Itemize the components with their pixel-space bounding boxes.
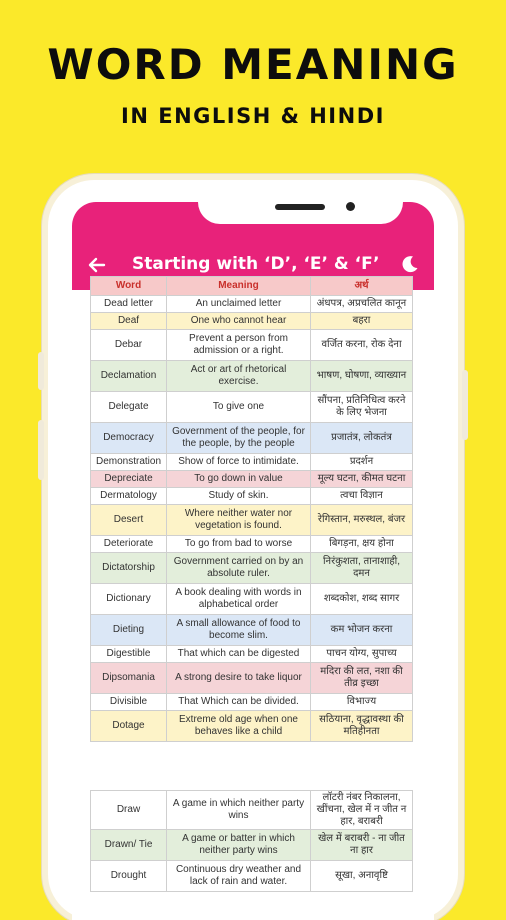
cell-meaning: Study of skin. (167, 488, 311, 505)
promo-title: WORD MEANING (47, 40, 459, 89)
cell-hindi: त्वचा विज्ञान (311, 488, 413, 505)
cell-word: Drawn/ Tie (91, 830, 167, 861)
word-list-screen[interactable] (72, 280, 434, 920)
table-row (91, 861, 413, 892)
cell-meaning: Continuous dry weather and lack of rain and water. (167, 861, 311, 892)
cell-word: Dictatorship (91, 553, 167, 584)
cell-word: Divisible (91, 694, 167, 711)
cell-word: Declamation (91, 361, 167, 392)
table-row (91, 330, 413, 361)
cell-word: Delegate (91, 392, 167, 423)
cell-word: Deteriorate (91, 536, 167, 553)
cell-meaning: A game or batter in which neither party wins (167, 830, 311, 861)
cell-meaning: A game in which neither party wins (167, 791, 311, 830)
table-row (91, 423, 413, 454)
word-table (90, 276, 413, 742)
phone-frame (48, 180, 458, 920)
cell-meaning: That which can be digested (167, 646, 311, 663)
speaker-grille (275, 204, 325, 210)
cell-meaning: Show of force to intimidate. (167, 454, 311, 471)
phone-notch (198, 180, 403, 224)
cell-hindi: बिगड़ना, क्षय होना (311, 536, 413, 553)
cell-word: Digestible (91, 646, 167, 663)
table-row (91, 646, 413, 663)
cell-hindi: प्रदर्शन (311, 454, 413, 471)
cell-hindi: वर्जित करना, रोक देना (311, 330, 413, 361)
cell-meaning: An unclaimed letter (167, 296, 311, 313)
cell-word: Deaf (91, 313, 167, 330)
cell-word: Demonstration (91, 454, 167, 471)
cell-meaning: To give one (167, 392, 311, 423)
cell-meaning: A strong desire to take liquor (167, 663, 311, 694)
table-row (91, 505, 413, 536)
cell-meaning: To go from bad to worse (167, 536, 311, 553)
cell-word: Debar (91, 330, 167, 361)
word-table (90, 790, 413, 892)
table-row (91, 615, 413, 646)
header-meaning: Meaning (167, 277, 311, 296)
header-hindi: अर्थ (311, 277, 413, 296)
header-word: Word (91, 277, 167, 296)
cell-hindi: अंधपत्र, अप्रचलित कानून (311, 296, 413, 313)
table-row (91, 454, 413, 471)
app-bar-title: Starting with ‘D’, ‘E’ & ‘F’ (132, 254, 380, 274)
arrow-left-icon[interactable] (88, 256, 106, 274)
cell-meaning: One who cannot hear (167, 313, 311, 330)
cell-word: Dictionary (91, 584, 167, 615)
cell-hindi: मदिरा की लत, नशा की तीव्र इच्छा (311, 663, 413, 694)
cell-hindi: रेगिस्तान, मरुस्थल, बंजर (311, 505, 413, 536)
cell-meaning: Extreme old age when one behaves like a child (167, 711, 311, 742)
cell-hindi: निरंकुशता, तानाशाही, दमन (311, 553, 413, 584)
table-row (91, 313, 413, 330)
table-row (91, 488, 413, 505)
table-header-row (91, 277, 413, 296)
cell-hindi: विभाज्य (311, 694, 413, 711)
cell-hindi: भाषण, घोषणा, व्याख्यान (311, 361, 413, 392)
table-row (91, 392, 413, 423)
phone-side-button (38, 420, 44, 480)
cell-word: Draw (91, 791, 167, 830)
cell-hindi: खेल में बराबरी - ना जीत ना हार (311, 830, 413, 861)
cell-word: Dipsomania (91, 663, 167, 694)
cell-word: Desert (91, 505, 167, 536)
table-row (91, 536, 413, 553)
cell-word: Dotage (91, 711, 167, 742)
cell-hindi: पाचन योग्य, सुपाच्य (311, 646, 413, 663)
cell-hindi: प्रजातंत्र, लोकतंत्र (311, 423, 413, 454)
cell-word: Drought (91, 861, 167, 892)
front-camera (346, 202, 355, 211)
cell-meaning: Government carried on by an absolute ruler. (167, 553, 311, 584)
table-row (91, 361, 413, 392)
cell-meaning: A book dealing with words in alphabetical order (167, 584, 311, 615)
cell-meaning: To go down in value (167, 471, 311, 488)
cell-hindi: मूल्य घटना, कीमत घटना (311, 471, 413, 488)
cell-meaning: Prevent a person from admission or a right. (167, 330, 311, 361)
cell-meaning: Act or art of rhetorical exercise. (167, 361, 311, 392)
table-row (91, 553, 413, 584)
table-row (91, 471, 413, 488)
cell-hindi: शब्दकोश, शब्द सागर (311, 584, 413, 615)
table-row (91, 584, 413, 615)
cell-meaning: A small allowance of food to become slim. (167, 615, 311, 646)
cell-word: Dermatology (91, 488, 167, 505)
cell-hindi: सौंपना, प्रतिनिधित्व करने के लिए भेजना (311, 392, 413, 423)
phone-side-button (462, 370, 468, 440)
cell-hindi: बहरा (311, 313, 413, 330)
moon-icon[interactable] (400, 254, 420, 274)
cell-hindi: लॉटरी नंबर निकालना, खींचना, खेल में न जीत न हार, बराबरी (311, 791, 413, 830)
cell-hindi: सूखा, अनावृष्टि (311, 861, 413, 892)
table-row (91, 791, 413, 830)
cell-word: Dead letter (91, 296, 167, 313)
promo-subtitle: IN ENGLISH & HINDI (121, 104, 385, 128)
table-row (91, 711, 413, 742)
table-row (91, 296, 413, 313)
cell-meaning: That Which can be divided. (167, 694, 311, 711)
table-row (91, 830, 413, 861)
table-row (91, 663, 413, 694)
table-row (91, 694, 413, 711)
cell-meaning: Government of the people, for the people, by the people (167, 423, 311, 454)
cell-meaning: Where neither water nor vegetation is found. (167, 505, 311, 536)
cell-word: Dieting (91, 615, 167, 646)
cell-hindi: कम भोजन करना (311, 615, 413, 646)
phone-side-button (38, 352, 44, 390)
cell-word: Democracy (91, 423, 167, 454)
cell-hindi: सठियाना, वृद्धावस्था की मतिहीनता (311, 711, 413, 742)
cell-word: Depreciate (91, 471, 167, 488)
